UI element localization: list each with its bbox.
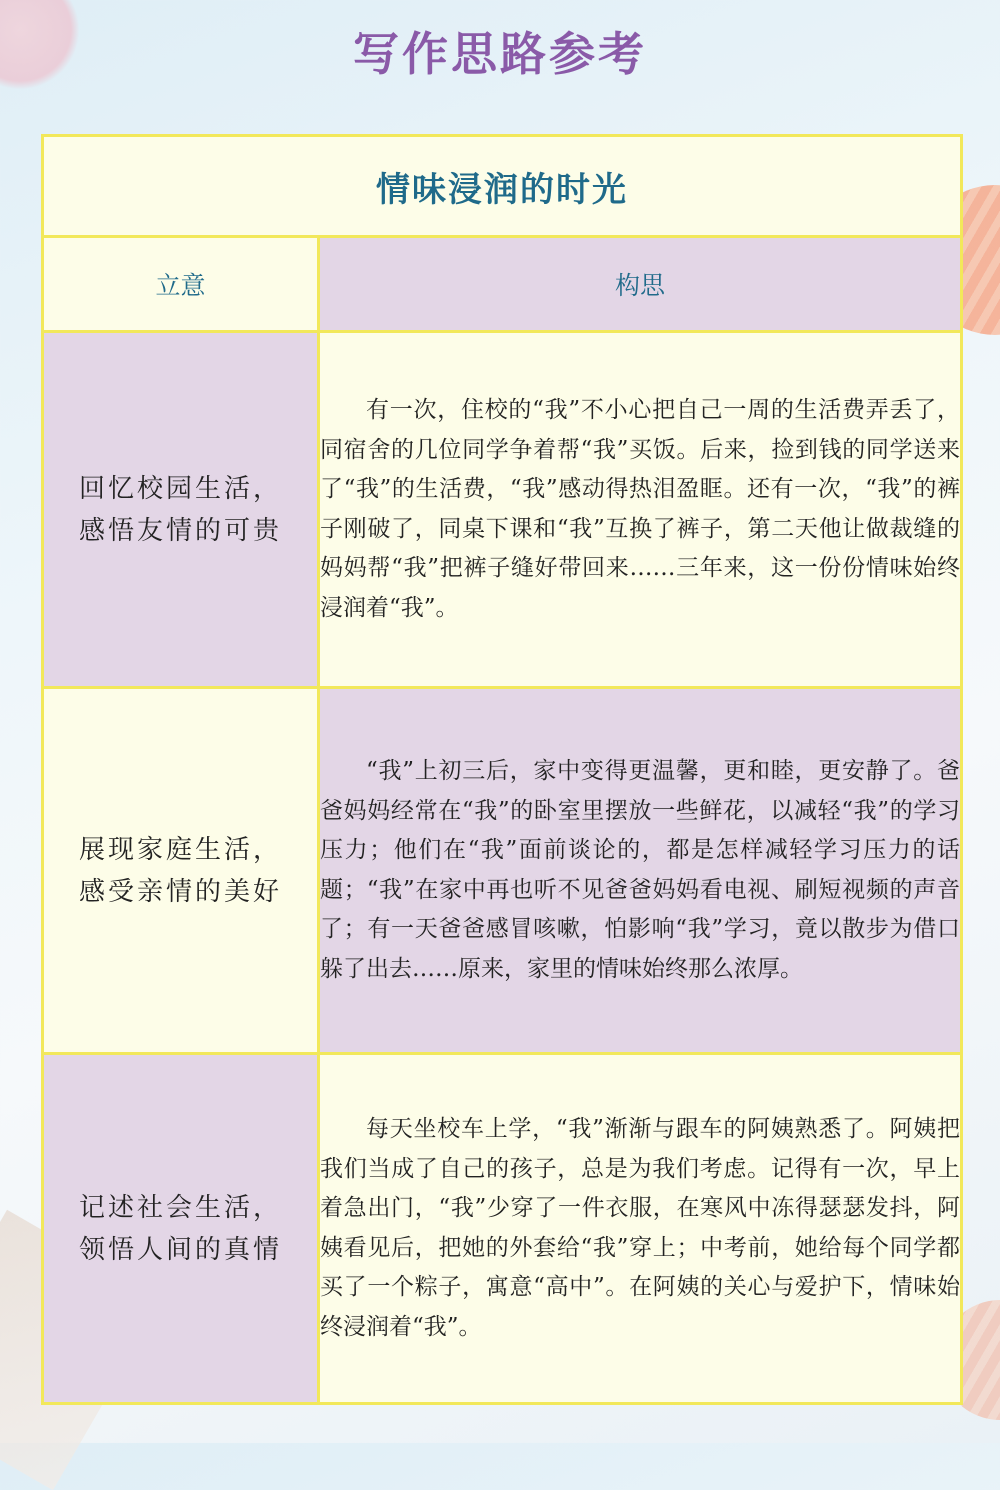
theme-line: 领悟人间的真情 bbox=[78, 1234, 282, 1265]
theme-cell bbox=[43, 688, 319, 1054]
page-title: 写作思路参考 bbox=[353, 27, 647, 81]
theme-line: 展现家庭生活， bbox=[78, 834, 282, 865]
column-header-idea: 构思 bbox=[319, 237, 962, 332]
table-row bbox=[43, 688, 962, 1054]
theme-line: 感受亲情的美好 bbox=[78, 876, 282, 907]
idea-cell: “我”上初三后，家中变得更温馨，更和睦，更安静了。爸爸妈妈经常在“我”的卧室里摆放一些鲜花，以减轻“我”的学习压力；他们在“我”面前谈论的，都是怎样减轻学习压力的话题；“我”在家中再也听不见爸爸妈妈看电视、刷短视频的声音了；有一天爸爸感冒咳嗽，怕影响“我”学习，竟以散步为借口躲了出去……原来，家里的情味始终那么浓厚。 bbox=[319, 688, 962, 1054]
theme-cell bbox=[43, 1054, 319, 1404]
theme-line: 回忆校园生活， bbox=[78, 473, 282, 504]
column-header-theme: 立意 bbox=[43, 237, 319, 332]
idea-cell: 有一次，住校的“我”不小心把自己一周的生活费弄丢了，同宿舍的几位同学争着帮“我”买饭。后来，捡到钱的同学送来了“我”的生活费，“我”感动得热泪盈眶。还有一次，“我”的裤子刚破了，同桌下课和“我”互换了裤子，第二天他让做裁缝的妈妈帮“我”把裤子缝好带回来……三年来，这一份份情味始终浸润着“我”。 bbox=[319, 332, 962, 688]
theme-line: 记述社会生活， bbox=[78, 1192, 282, 1223]
writing-reference-table bbox=[41, 134, 963, 1405]
table-header-row bbox=[43, 237, 962, 332]
table-row bbox=[43, 1054, 962, 1404]
table-title: 情味浸润的时光 bbox=[43, 136, 962, 237]
theme-line: 感悟友情的可贵 bbox=[78, 515, 282, 546]
table-title-row bbox=[43, 136, 962, 237]
idea-cell: 每天坐校车上学，“我”渐渐与跟车的阿姨熟悉了。阿姨把我们当成了自己的孩子，总是为我们考虑。记得有一次，早上着急出门，“我”少穿了一件衣服，在寒风中冻得瑟瑟发抖，阿姨看见后，把她的外套给“我”穿上；中考前，她给每个同学都买了一个粽子，寓意“高中”。在阿姨的关心与爱护下，情味始终浸润着“我”。 bbox=[319, 1054, 962, 1404]
theme-cell bbox=[43, 332, 319, 688]
table-row bbox=[43, 332, 962, 688]
